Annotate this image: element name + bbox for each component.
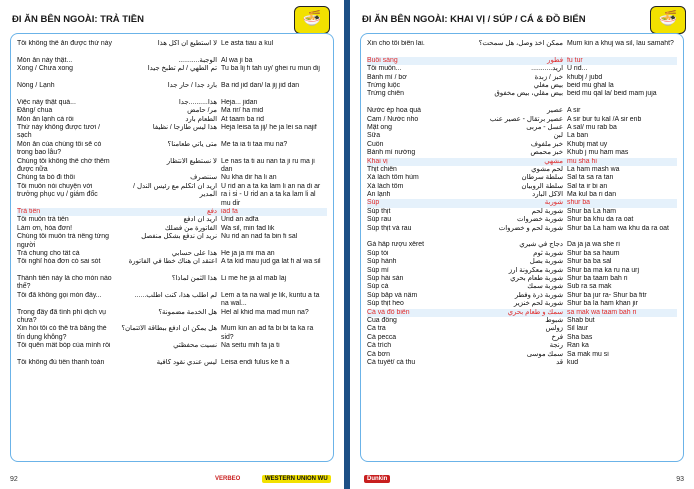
arabic-text: متى يأتي طعامنا؟ (167, 140, 217, 148)
vietnamese-text: Tôi quên mất bóp của mình rồi (17, 342, 111, 350)
page-number: 93 (676, 476, 684, 483)
phrase-row (17, 183, 327, 208)
pronunciation-text: Heja... jidan (221, 98, 258, 106)
vietnamese-text: Tôi không thể ăn được thứ này (17, 40, 112, 47)
arabic-text: خبز محمص (530, 149, 563, 157)
arabic-text: شوربة معكرونة أرز (508, 266, 563, 274)
vietnamese-text: Chúng tôi muốn trả riêng từng người (17, 233, 109, 249)
vietnamese-text: Thứ này không được tươi / sạch (17, 123, 101, 140)
arabic-text: الطعام بارد (185, 115, 217, 123)
arabic-text: سمك موسى (526, 350, 563, 358)
pronunciation-text: Nu rid an nad fa bin fi sal (221, 233, 298, 241)
arabic-text: هل يمكن أن أدفع ببطاقة الائتمان؟ (121, 325, 217, 333)
arabic-text: مر/ حامض (187, 107, 217, 115)
left-page (0, 0, 344, 489)
pronunciation-text: A ta kid mau jud ga lat fi al wa sil (221, 258, 321, 266)
arabic-text: ليس عندي نقود كافية (156, 359, 217, 367)
vietnamese-text: Súp mì (367, 266, 389, 274)
arabic-text: عسل - مربى (526, 123, 563, 131)
pronunciation-text: Shur ba jur ra- Shur ba fitr (567, 291, 647, 299)
pronunciation-text: fu tur (567, 56, 583, 64)
vietnamese-text: Xà lách tôm (367, 182, 404, 190)
arabic-text: لا أستطيع أن آكل هذا (157, 40, 217, 47)
pronunciation-text: A sal/ mu rab ba (567, 123, 617, 131)
arabic-text: سننصرف (190, 174, 217, 182)
arabic-text: فرخ (551, 333, 563, 341)
phrase-row (17, 57, 327, 65)
vietnamese-text: Nóng / Lạnh (17, 81, 55, 89)
vietnamese-text: Tôi nghĩ hóa đơn có sai sót (17, 258, 101, 266)
pronunciation-text: beid mu qal la/ beid mam juja (567, 90, 657, 98)
phrase-row (367, 183, 677, 191)
vietnamese-text: Bánh mì / bơ (367, 73, 407, 81)
section-header (367, 199, 677, 207)
pronunciation-text: Mum kin a khuj wa sil, lau samaht? (567, 40, 674, 47)
page-title: ĐI ĂN BÊN NGOÀI: TRẢ TIỀN (12, 14, 144, 25)
arabic-text: شوربة لحم خنزير (513, 300, 563, 308)
pronunciation-text: Na seitu mih fa ja ti (221, 342, 280, 350)
arabic-text: هذا الثمن لماذا؟ (171, 275, 217, 283)
arabic-text: شوربة طعام بحري (510, 274, 563, 282)
vietnamese-text: Khai vị (367, 157, 388, 165)
arabic-text: الفاتورة من فضلك (164, 224, 217, 232)
arabic-text: شوربة خضروات (517, 216, 563, 224)
phrase-row (17, 99, 327, 107)
arabic-text: هذا..........جدا (178, 98, 217, 106)
arabic-text: ممكن أخذ وصل، هل سمحت؟ (478, 40, 563, 47)
phrase-row (367, 132, 677, 140)
phrase-row (367, 275, 677, 283)
vietnamese-text: Súp thịt (367, 207, 391, 215)
arabic-text: نسيت محفظتي (173, 342, 217, 350)
vietnamese-text: Cam / Nước nho (367, 115, 419, 123)
phrase-row (367, 359, 677, 367)
pronunciation-text: Leisa endi fulus ke fi a (221, 359, 290, 367)
vietnamese-text: Buổi sáng (367, 56, 398, 64)
section-header (17, 208, 327, 216)
vietnamese-text: Gà hấp rượu xêret (367, 241, 425, 249)
footer-logo-dunkin: Dunkin (364, 475, 390, 483)
vietnamese-text: Tôi đã không gọi món đấy... (17, 291, 102, 299)
arabic-text: عصير (547, 107, 563, 115)
footer-logo-verbeo: VERBEO (212, 475, 243, 483)
pronunciation-text: Sal ta ir bi an (567, 182, 608, 190)
pronunciation-text: Ran ka (567, 342, 589, 350)
vietnamese-text: Súp thịt heo (367, 300, 404, 308)
pronunciation-text: La ban (567, 132, 589, 140)
phrase-row (367, 267, 677, 275)
pronunciation-text: Ma kul ba ri dan (567, 191, 617, 199)
vietnamese-text: Súp hành (367, 258, 397, 266)
pronunciation-text: Ba rid jid dan/ la jij jid dan (221, 81, 300, 89)
vietnamese-text: Món ăn này thật... (17, 56, 73, 64)
pronunciation-text: kud (567, 358, 579, 366)
pronunciation-text: Le nas ta ti au nan ta ji ru ma ji dan (221, 157, 315, 173)
vietnamese-text: Ca tra (367, 325, 386, 333)
vietnamese-text: Cá trích (367, 342, 392, 350)
phrase-row (17, 107, 327, 115)
phrase-row (17, 82, 327, 99)
pronunciation-text: A sir bur tu kal /A sir enb (567, 115, 642, 123)
phrase-row (17, 116, 327, 124)
pronunciation-text: Lem a ta na wal je lik, kuntu a ta na wal... (221, 291, 320, 308)
vietnamese-text: Nước ép hoa quả (367, 107, 421, 115)
pronunciation-text: Wa sil, min fad lik (221, 224, 275, 232)
arabic-text: قد (556, 358, 563, 366)
phrase-row (367, 149, 677, 157)
pronunciation-text: Sil laur (567, 325, 589, 333)
pronunciation-text: Urid an adfa (221, 216, 259, 224)
pronunciation-text: Shur ba La ham (567, 207, 617, 215)
pronunciation-text: Khubj mat uy (567, 140, 608, 148)
phrase-list (367, 40, 677, 367)
arabic-text: شوربة لحم (531, 207, 563, 215)
pronunciation-text: Khub j mu ham mas (567, 149, 629, 157)
vietnamese-text: Xà lách tôm hùm (367, 174, 419, 182)
vietnamese-text: Xong / Chưa xong (17, 65, 73, 73)
phrase-row (367, 82, 677, 90)
arabic-text: أعتقد أن هناك خطأ في الفاتورة (128, 258, 217, 266)
phrase-row (17, 292, 327, 309)
pronunciation-text: He ja ja mi ma an (221, 249, 275, 257)
vietnamese-text: Tôi muốn... (367, 65, 402, 73)
pronunciation-text: Nu kha dir ha li an (221, 174, 277, 182)
phrase-row (367, 258, 677, 266)
vietnamese-text: Bánh mì nướng (367, 149, 416, 157)
vietnamese-text: Ăn lạnh (367, 191, 391, 199)
vietnamese-text: Chúng tôi không thể chờ thêm được nữa (17, 157, 110, 173)
pronunciation-text: Li me he ja al mab laj (221, 275, 287, 283)
vietnamese-text: Làm ơn, hóa đơn! (17, 224, 73, 232)
arabic-text: فطور (547, 56, 563, 64)
phrase-row (367, 166, 677, 174)
vietnamese-text: Món ăn của chúng tôi sẽ có trong bao lâu? (17, 140, 102, 157)
phrase-panel (10, 33, 334, 462)
phrase-row (367, 325, 677, 333)
arabic-text: سلطة سرطان (521, 174, 563, 182)
pronunciation-text: At taam ba rid (221, 115, 264, 123)
phrase-row (17, 225, 327, 233)
vietnamese-text: Cá pecca (367, 333, 397, 341)
vietnamese-text: Sữa (367, 132, 381, 140)
arabic-text: عصير برتقال - عصير عنب (489, 115, 563, 123)
dining-logo-icon: 🍜 (650, 6, 686, 34)
phrase-row (17, 40, 327, 57)
pronunciation-text: khubj / jubd (567, 73, 603, 81)
vietnamese-text: Xin hỏi tôi có thể trả bằng thẻ tín dụng không? (17, 325, 107, 341)
phrase-row (17, 342, 327, 359)
phrase-row (367, 283, 677, 291)
pronunciation-text: Hel al khid ma mad mun na? (221, 308, 309, 316)
phrase-row (367, 300, 677, 308)
pronunciation-text: Le asta tiau a kul (221, 40, 274, 47)
vietnamese-text: Mật ong (367, 123, 392, 131)
arabic-text: شوربة ثوم (533, 249, 563, 257)
section-header (367, 158, 677, 166)
arabic-text: سلطة الروبيان (521, 182, 563, 190)
arabic-text: هذا على حسابي (171, 249, 217, 257)
phrase-row (367, 317, 677, 325)
vietnamese-text: Thịt chiên (367, 165, 397, 173)
phrase-row (367, 74, 677, 82)
pronunciation-text: La ham mash wa (567, 165, 620, 173)
pronunciation-text: Da ja ja wa she ri (567, 241, 620, 249)
pronunciation-text: Tu ba lij fi tah uy/ ghei ru mun dij (221, 65, 320, 73)
vietnamese-text: Trứng chiên (367, 90, 404, 98)
phrase-row (367, 225, 677, 242)
phrase-row (17, 325, 327, 342)
phrase-row (17, 275, 327, 292)
vietnamese-text: Súp (367, 199, 380, 207)
pronunciation-text: mu sha hi (567, 157, 597, 165)
vietnamese-text: Súp rau (367, 216, 392, 224)
arabic-text: خبز / زبدة (534, 73, 563, 81)
arabic-text: لا نستطيع الانتظار (166, 157, 217, 165)
arabic-text: خبز ملفوف (530, 140, 563, 148)
arabic-text: بيض مقلي، بيض مخفوق (494, 90, 563, 98)
phrase-row (367, 334, 677, 342)
phrase-row (367, 65, 677, 73)
phrase-row (367, 208, 677, 216)
pronunciation-text: A sir (567, 107, 581, 115)
arabic-text: سمك و طعام بحري (507, 308, 563, 316)
phrase-row (367, 174, 677, 182)
arabic-text: شوربة بصل (529, 258, 563, 266)
arabic-text: بيض مغلي (533, 81, 563, 89)
vietnamese-text: Cuốn (367, 140, 384, 148)
arabic-text: تم الطهي / لم تطبخ جيدا (147, 65, 217, 73)
phrase-row (17, 233, 327, 250)
phrase-row (367, 90, 677, 107)
phrase-row (17, 141, 327, 158)
vietnamese-text: Súp thịt và rau (367, 224, 412, 232)
pronunciation-text: Shab but (567, 316, 595, 324)
phrase-row (367, 241, 677, 249)
phrase-row (367, 124, 677, 132)
dining-logo-icon: 🍜 (294, 6, 330, 34)
pronunciation-text: Sa mak mu si (567, 350, 609, 358)
arabic-text: الأكل البارد (532, 191, 563, 199)
arabic-text: رنجة (549, 342, 563, 350)
vietnamese-text: Món ăn lạnh cả rồi (17, 115, 74, 123)
phrase-row (17, 309, 327, 326)
section-header (367, 57, 677, 65)
pronunciation-text: iad fa (221, 207, 238, 215)
vietnamese-text: Cá tuyết/ cá thu (367, 358, 416, 366)
pronunciation-text: Me ta ia ti taa mu na? (221, 140, 288, 148)
arabic-text: أريد........... (531, 65, 563, 73)
pronunciation-text: beid mu ghal la (567, 81, 614, 89)
pronunciation-text: Shur ba ma ka ru na urj (567, 266, 640, 274)
arabic-text: مشهي (544, 157, 563, 165)
phrase-row (367, 107, 677, 115)
pronunciation-text: U rid an a ta ka lam li an na di ar ra i si - U rid an a ta ka lam li al mu dir (221, 182, 321, 207)
vietnamese-text: Đắng/ chua (17, 107, 53, 115)
phrase-list (17, 40, 327, 376)
arabic-text: شوربة لحم و خضروات (498, 224, 563, 232)
arabic-text: شوربة ذرة وفطر (514, 291, 563, 299)
pronunciation-text: U rid... (567, 65, 588, 73)
footer-logo-western-union: WESTERN UNION WU (262, 475, 331, 483)
phrase-row (367, 342, 677, 350)
vietnamese-text: Súp tỏi (367, 249, 389, 257)
arabic-text: أريد أن أدفع (183, 216, 217, 224)
phrase-row (367, 191, 677, 199)
pronunciation-text: Shur ba ba sal (567, 258, 612, 266)
pronunciation-text: Al wa ji ba (221, 56, 253, 64)
vietnamese-text: Tôi muốn nói chuyện với trưởng phục vụ / giám đốc (17, 182, 98, 199)
vietnamese-text: Trả chung cho tất cả (17, 249, 80, 257)
phrase-row (17, 216, 327, 224)
arabic-text: لحم مشوي (531, 165, 563, 173)
phrase-row (367, 250, 677, 258)
pronunciation-text: Shur ba la ham khan jir (567, 300, 638, 308)
vietnamese-text: Cá bơn (367, 350, 390, 358)
phrase-row (367, 292, 677, 300)
pronunciation-text: shur ba (567, 199, 590, 207)
pronunciation-text: Sal ta sa ra tan (567, 174, 614, 182)
phrase-row (17, 124, 327, 141)
pronunciation-text: Shur ba La ham wa khu da ra oat (567, 224, 669, 232)
page-title: ĐI ĂN BÊN NGOÀI: KHAI VỊ / SÚP / CÁ & ĐỒ BIỂN (362, 14, 586, 25)
phrase-row (367, 141, 677, 149)
pronunciation-text: Shur ba sa haum (567, 249, 620, 257)
vietnamese-text: Chúng ta bỏ đi thôi (17, 174, 75, 182)
vietnamese-text: Xin cho tôi biên lai. (367, 40, 425, 47)
vietnamese-text: Súp cá (367, 283, 389, 291)
pronunciation-text: Heja leisa ta jij/ he ja lei sa najif (221, 123, 317, 131)
phrase-row (367, 351, 677, 359)
phrase-row (367, 116, 677, 124)
arabic-text: هذا ليس طازجا / نظيفا (152, 123, 217, 131)
vietnamese-text: Tôi muốn trả tiền (17, 216, 69, 224)
phrase-row (367, 40, 677, 57)
phrase-row (17, 65, 327, 82)
phrase-row (17, 258, 327, 275)
vietnamese-text: Thành tiền này là cho món nào thế? (17, 275, 112, 291)
vietnamese-text: Súp hải sản (367, 274, 404, 282)
arabic-text: أريد أن أتكلم مع رئيس الندل / المدير (133, 182, 217, 199)
arabic-text: شبوط (545, 316, 563, 324)
arabic-text: بارد جدا / حار جدا (167, 81, 217, 89)
pronunciation-text: Sha bas (567, 333, 593, 341)
section-header (367, 309, 677, 317)
phrase-row (17, 158, 327, 175)
phrase-row (17, 359, 327, 376)
arabic-text: لم أطلب هذا، كنت أطلب...... (134, 291, 217, 299)
pronunciation-text: Shur ba khu da ra oat (567, 216, 634, 224)
arabic-text: دجاج في شيري (519, 241, 563, 249)
arabic-text: هل الخدمة مضمونة؟ (158, 308, 217, 316)
arabic-text: لبن (553, 132, 563, 140)
phrase-row (367, 216, 677, 224)
vietnamese-text: Cá và đồ biển (367, 308, 410, 316)
vietnamese-text: Việc này thật quá... (17, 98, 76, 106)
arabic-text: شوربة سمك (527, 283, 563, 291)
pronunciation-text: sa mak wa taam bah ri (567, 308, 637, 316)
arabic-text: دفع (206, 207, 217, 215)
vietnamese-text: Súp bắp và nấm (367, 291, 418, 299)
pronunciation-text: Mum kin an ad fa bi bi ta ka ra sid? (221, 325, 314, 341)
vietnamese-text: Cua đồng (367, 316, 397, 324)
pronunciation-text: Shur ba taam bah ri (567, 274, 628, 282)
pronunciation-text: Ma rir/ ha mid (221, 107, 264, 115)
vietnamese-text: Tôi không đủ tiền thanh toán (17, 359, 105, 367)
vietnamese-text: Trong đây đã tính phí dịch vụ chưa? (17, 308, 106, 325)
page-number: 92 (10, 476, 18, 483)
arabic-text: نريد أن ندفع بشكل منفصل (141, 233, 217, 241)
right-page (350, 0, 694, 489)
vietnamese-text: Trứng luộc (367, 81, 401, 89)
phrase-row (17, 174, 327, 182)
arabic-text: زولس (545, 325, 563, 333)
phrase-row (17, 250, 327, 258)
arabic-text: الوجبة........... (178, 56, 217, 64)
phrase-panel (360, 33, 684, 462)
arabic-text: شوربة (544, 199, 563, 207)
vietnamese-text: Trả tiền (17, 207, 41, 215)
pronunciation-text: Sub ra sa mak (567, 283, 612, 291)
